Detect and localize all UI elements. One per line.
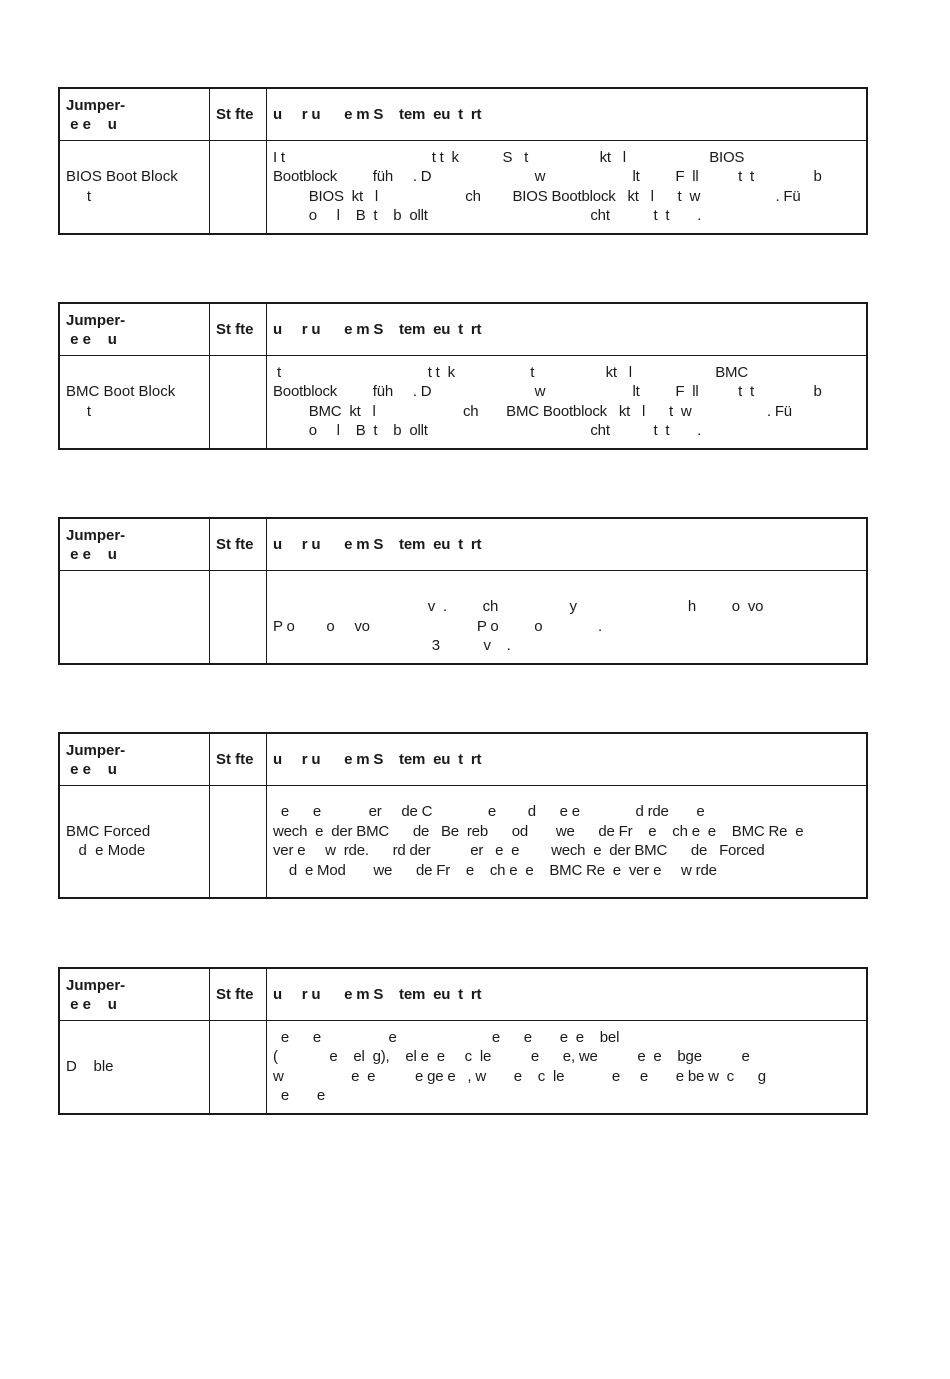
header-jumper	[59, 518, 210, 571]
jumper-description: e e er de C e d e e d rde e wech e der BMC de Be reb od we de Fr e ch e e BMC Re e ver e w rde. rd der er e e wech e der BMC de Forced d e Mod we de Fr e ch e e BMC Re e ver e w rde	[267, 786, 868, 898]
jumper-description: e e e e e e e bel ( e el g), el e e c le e e, we e e bge e w e e e ge e , w e c le e e e be w c g e e	[267, 1021, 868, 1114]
header-jumper-line2: e e u	[66, 760, 117, 778]
jumper-name: BIOS Boot Block t	[59, 141, 210, 234]
jumper-table-5	[58, 967, 868, 1115]
jumper-level	[210, 356, 267, 449]
header-jumper-line1: Jumper-	[66, 96, 126, 114]
jumper-level	[210, 1021, 267, 1114]
jumper-name: D ble	[59, 1021, 210, 1114]
header-description: u r u e m S tem eu t rt	[267, 518, 868, 571]
header-stufe: St fte	[210, 303, 267, 356]
header-description: u r u e m S tem eu t rt	[267, 733, 868, 786]
header-jumper-line1: Jumper-	[66, 311, 126, 329]
header-description: u r u e m S tem eu t rt	[267, 968, 868, 1021]
jumper-table-2	[58, 302, 868, 450]
header-stufe: St fte	[210, 968, 267, 1021]
jumper-name	[59, 571, 210, 664]
jumper-level	[210, 141, 267, 234]
header-description: u r u e m S tem eu t rt	[267, 88, 868, 141]
jumper-name: BMC Boot Block t	[59, 356, 210, 449]
header-jumper	[59, 303, 210, 356]
header-jumper	[59, 968, 210, 1021]
header-jumper	[59, 733, 210, 786]
header-stufe: St fte	[210, 518, 267, 571]
header-stufe: St fte	[210, 88, 267, 141]
header-description: u r u e m S tem eu t rt	[267, 303, 868, 356]
header-jumper	[59, 88, 210, 141]
header-jumper-line1: Jumper-	[66, 526, 126, 544]
header-jumper-line1: Jumper-	[66, 976, 126, 994]
jumper-table-3	[58, 517, 868, 665]
jumper-level	[210, 571, 267, 664]
jumper-description: v . ch y h o vo P o o vo P o o . 3 v .	[267, 571, 868, 664]
header-jumper-line2: e e u	[66, 330, 117, 348]
header-jumper-line2: e e u	[66, 115, 117, 133]
jumper-name: BMC Forced d e Mode	[59, 786, 210, 898]
header-jumper-line2: e e u	[66, 995, 117, 1013]
header-jumper-line1: Jumper-	[66, 741, 126, 759]
jumper-table-4	[58, 732, 868, 899]
header-jumper-line2: e e u	[66, 545, 117, 563]
jumper-table-1	[58, 87, 868, 235]
jumper-description: t t t k t kt l BMC Bootblock füh . D w lt F ll t t b BMC kt l ch BMC Bootblock kt l t w . Fü o l B t b ollt cht t t .	[267, 356, 868, 449]
jumper-level	[210, 786, 267, 898]
header-stufe: St fte	[210, 733, 267, 786]
jumper-description: I t t t k S t kt l BIOS Bootblock füh . D w lt F ll t t b BIOS kt l ch BIOS Bootblock kt l t w . Fü o l B t b ollt cht t t .	[267, 141, 868, 234]
